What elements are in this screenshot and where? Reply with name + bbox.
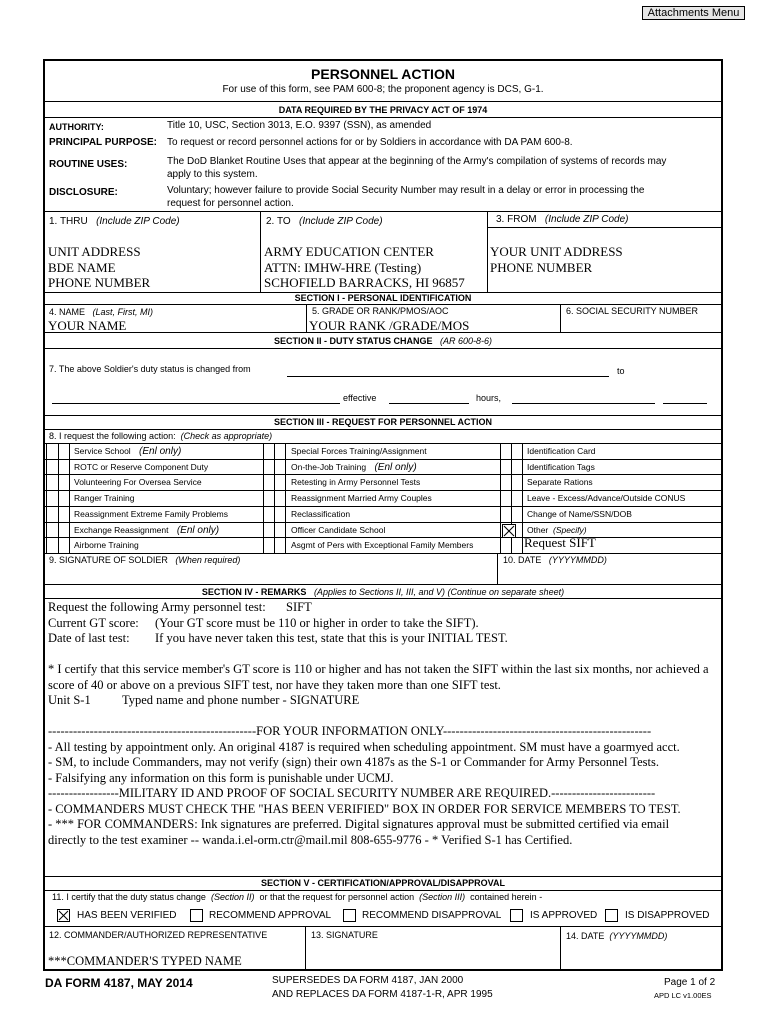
remark-gt-label: Current GT score: xyxy=(48,615,139,630)
remark-unit-label: Unit S-1 xyxy=(48,693,91,707)
recommend-approval-label: RECOMMEND APPROVAL xyxy=(209,910,332,921)
remark-line: * I certify that this service member's GT score is 110 or higher and has not taken the SIFT within the last six months, nor achieved a xyxy=(48,662,709,676)
recommend-approval-checkbox[interactable] xyxy=(190,909,203,922)
section-5-heading: SECTION V - CERTIFICATION/APPROVAL/DISAPPROVAL xyxy=(260,878,505,888)
from-address[interactable] xyxy=(490,244,623,275)
thru-line: UNIT ADDRESS xyxy=(48,244,141,259)
action-label: Volunteering For Oversea Service xyxy=(74,477,202,488)
commander-signature-label: 13. SIGNATURE xyxy=(311,930,378,940)
action-checkbox[interactable] xyxy=(512,444,522,458)
thru-label: 1. THRU (Include ZIP Code) xyxy=(49,216,180,227)
to-line: SCHOFIELD BARRACKS, HI 96857 xyxy=(264,275,465,290)
remark-gt-value: (Your GT score must be 110 or higher in order to take the SIFT). xyxy=(155,615,479,630)
action-label: Service School (Enl only) xyxy=(74,446,182,457)
action-checkbox[interactable] xyxy=(275,444,285,458)
action-label: Special Forces Training/Assignment xyxy=(291,446,427,456)
action-checkbox[interactable] xyxy=(59,444,69,458)
action-label: Identification Tags xyxy=(527,461,595,472)
action-label: Airborne Training xyxy=(74,540,139,551)
name-label: 4. NAME (Last, First, MI) xyxy=(49,307,154,317)
grade-field[interactable]: YOUR RANK /GRADE/MOS xyxy=(309,318,470,333)
section-1-heading: SECTION I - PERSONAL IDENTIFICATION xyxy=(294,293,472,303)
action-checkbox[interactable] xyxy=(59,475,69,489)
purpose-text: To request or record personnel actions for or by Soldiers in accordance with DA PAM 600-8. xyxy=(167,137,573,148)
thru-line: BDE NAME xyxy=(48,259,116,275)
action-checkbox[interactable] xyxy=(275,475,285,489)
soldier-signature-label: 9. SIGNATURE OF SOLDIER (When required) xyxy=(49,555,241,565)
action-label: Identification Card xyxy=(527,446,596,456)
has-been-verified-checkbox[interactable] xyxy=(57,909,70,922)
duty-status-to-field[interactable] xyxy=(52,403,340,404)
remark-line: - *** FOR COMMANDERS: Ink signatures are preferred. Digital signatures approval must be submitted certified via email xyxy=(48,817,670,831)
has-been-verified-label: HAS BEEN VERIFIED xyxy=(77,910,177,921)
action-label: Officer Candidate School xyxy=(291,524,386,535)
action-checkbox[interactable] xyxy=(512,507,522,521)
form-subtitle: For use of this form, see PAM 600-8; the proponent agency is DCS, G-1. xyxy=(222,84,544,95)
hours-field[interactable] xyxy=(512,403,655,404)
extra-field[interactable] xyxy=(663,403,707,404)
action-checkbox[interactable] xyxy=(275,523,285,537)
duty-status-to-label: to xyxy=(617,366,625,376)
is-approved-checkbox[interactable] xyxy=(510,909,523,922)
remark-line: directly to the test examiner -- wanda.i.el-orm.ctr@mail.mil 808-655-9776 - * Verified S-1 has Certified. xyxy=(48,832,573,847)
section-3-heading: SECTION III - REQUEST FOR PERSONNEL ACTION xyxy=(273,417,493,427)
to-address[interactable] xyxy=(264,244,465,291)
remark-line: - All testing by appointment only. An original 4187 is required when scheduling appointment. SM must have a goarmyed acct. xyxy=(48,739,680,754)
remark-date-label: Date of last test: xyxy=(48,631,130,645)
form-number: DA FORM 4187, MAY 2014 xyxy=(45,976,193,990)
hours-label: hours, xyxy=(476,393,502,403)
authority-text: Title 10, USC, Section 3013, E.O. 9397 (SSN), as amended xyxy=(167,120,432,131)
page-number: Page 1 of 2 xyxy=(664,977,716,988)
routine-label: ROUTINE USES: xyxy=(49,159,128,170)
effective-date-field[interactable] xyxy=(389,403,469,404)
action-label: Exchange Reassignment (Enl only) xyxy=(74,524,220,536)
action-label: Asgmt of Pers with Exceptional Family Members xyxy=(291,540,474,551)
name-field[interactable]: YOUR NAME xyxy=(48,318,127,333)
thru-line: PHONE NUMBER xyxy=(48,275,151,290)
effective-label: effective xyxy=(343,393,377,403)
remark-line: score of 40 or above on a previous SIFT test, nor have they taken more than one SIFT test. xyxy=(48,677,501,692)
duty-status-from-field[interactable] xyxy=(287,376,609,377)
action-checkbox[interactable] xyxy=(59,538,69,552)
action-checkbox[interactable] xyxy=(59,523,69,537)
form-version: APD LC v1.00ES xyxy=(654,991,712,1000)
remark-date-value: If you have never taken this test, state that this is your INITIAL TEST. xyxy=(155,631,508,645)
action-checkbox[interactable] xyxy=(512,460,522,474)
ssn-field[interactable] xyxy=(562,316,720,331)
other-specify-field[interactable]: Request SIFT xyxy=(524,535,596,551)
action-checkbox[interactable] xyxy=(275,507,285,521)
action-checkbox[interactable] xyxy=(275,460,285,474)
recommend-disapproval-checkbox[interactable] xyxy=(343,909,356,922)
commander-date-label: 14. DATE (YYYYMMDD) xyxy=(566,931,668,941)
duty-status-label: 7. The above Soldier's duty status is changed from xyxy=(49,364,251,374)
section-2-heading: SECTION II - DUTY STATUS CHANGE (AR 600-8-6) xyxy=(273,336,493,346)
is-disapproved-label: IS DISAPPROVED xyxy=(625,910,710,921)
disclosure-text-2: request for personnel action. xyxy=(167,198,294,209)
routine-text-2: apply to this system. xyxy=(167,169,258,180)
from-label: 3. FROM (Include ZIP Code) xyxy=(496,214,629,225)
commander-label: 12. COMMANDER/AUTHORIZED REPRESENTATIVE xyxy=(49,930,268,940)
to-line: ARMY EDUCATION CENTER xyxy=(264,244,434,259)
action-checkbox[interactable] xyxy=(512,491,522,505)
soldier-signature-field[interactable] xyxy=(46,566,496,583)
commander-date-field[interactable] xyxy=(562,943,720,969)
action-checkbox[interactable] xyxy=(275,491,285,505)
action-label: Separate Rations xyxy=(527,477,593,488)
thru-address[interactable] xyxy=(48,244,150,291)
remarks-text[interactable] xyxy=(48,600,720,870)
action-checkbox[interactable] xyxy=(59,507,69,521)
ssn-label: 6. SOCIAL SECURITY NUMBER xyxy=(566,306,699,316)
to-label: 2. TO (Include ZIP Code) xyxy=(266,216,383,227)
to-line: ATTN: IMHW-HRE (Testing) xyxy=(264,259,422,275)
disclosure-text-1: Voluntary; however failure to provide Social Security Number may result in a delay or error in processing the xyxy=(167,185,645,196)
other-checkbox[interactable] xyxy=(502,524,516,538)
recommend-disapproval-label: RECOMMEND DISAPPROVAL xyxy=(362,910,502,921)
authority-label: AUTHORITY: xyxy=(49,122,104,132)
commander-signature-field[interactable] xyxy=(307,942,559,969)
form-title: PERSONNEL ACTION xyxy=(311,66,455,82)
is-disapproved-checkbox[interactable] xyxy=(605,909,618,922)
action-label: Reassignment Married Army Couples xyxy=(291,493,432,504)
action-label: Ranger Training xyxy=(74,493,135,504)
remark-line: -----------------MILITARY ID AND PROOF OF SOCIAL SECURITY NUMBER ARE REQUIRED.------------------------- xyxy=(48,786,656,800)
action-checkbox[interactable] xyxy=(59,460,69,474)
action-label: Leave - Excess/Advance/Outside CONUS xyxy=(527,493,686,504)
section-4-heading: SECTION IV - REMARKS (Applies to Sections II, III, and V) (Continue on separate sheet) xyxy=(201,587,565,597)
remark-line: - SM, to include Commanders, may not verify (sign) their own 4187s as the S-1 or Commander for Army Personnel Tests. xyxy=(48,755,659,769)
remark-line: --------------------------------------------------FOR YOUR INFORMATION ONLY-------------------------------------------------- xyxy=(48,724,652,738)
action-label: ROTC or Reserve Component Duty xyxy=(74,461,209,472)
from-line: YOUR UNIT ADDRESS xyxy=(490,244,623,259)
action-checkbox[interactable] xyxy=(512,475,522,489)
soldier-date-label: 10. DATE (YYYYMMDD) xyxy=(503,555,607,565)
attachments-menu-button[interactable]: Attachments Menu xyxy=(642,6,745,20)
action-label: Reassignment Extreme Family Problems xyxy=(74,508,228,519)
action-label: Retesting in Army Personnel Tests xyxy=(291,477,421,488)
disclosure-label: DISCLOSURE: xyxy=(49,187,118,198)
remark-test-label: Request the following Army personnel test: xyxy=(48,600,266,614)
action-label: On-the-Job Training (Enl only) xyxy=(291,461,417,473)
action-checkbox[interactable] xyxy=(275,538,285,552)
action-label: Other (Specify) xyxy=(527,524,587,535)
privacy-heading: DATA REQUIRED BY THE PRIVACY ACT OF 1974 xyxy=(278,105,488,115)
action-label: Reclassification xyxy=(291,508,351,519)
remark-line: - COMMANDERS MUST CHECK THE "HAS BEEN VERIFIED" BOX IN ORDER FOR SERVICE MEMBERS TO TEST. xyxy=(48,801,681,816)
commander-field[interactable]: ***COMMANDER'S TYPED NAME xyxy=(48,954,242,968)
soldier-date-field[interactable] xyxy=(499,566,720,583)
remark-line: - Falsifying any information on this form is punishable under UCMJ. xyxy=(48,770,394,785)
item-11-label: 11. I certify that the duty status change (Section II) or that the request for personnel action (Section III) contained herein - xyxy=(52,892,543,902)
supersedes-line-2: AND REPLACES DA FORM 4187-1-R, APR 1995 xyxy=(272,989,493,1000)
action-checkbox[interactable] xyxy=(59,491,69,505)
action-label: Change of Name/SSN/DOB xyxy=(527,508,632,519)
item-8-label: 8. I request the following action: (Check as appropriate) xyxy=(49,431,273,441)
supersedes-line-1: SUPERSEDES DA FORM 4187, JAN 2000 xyxy=(272,975,464,986)
is-approved-label: IS APPROVED xyxy=(530,910,598,921)
purpose-label: PRINCIPAL PURPOSE: xyxy=(49,137,157,148)
remark-unit-value: Typed name and phone number - SIGNATURE xyxy=(122,693,360,707)
grade-label: 5. GRADE OR RANK/PMOS/AOC xyxy=(312,306,449,316)
from-line: PHONE NUMBER xyxy=(490,259,593,275)
routine-text-1: The DoD Blanket Routine Uses that appear at the beginning of the Army's compilation of systems of records may xyxy=(167,156,667,167)
remark-test-value: SIFT xyxy=(286,600,312,614)
